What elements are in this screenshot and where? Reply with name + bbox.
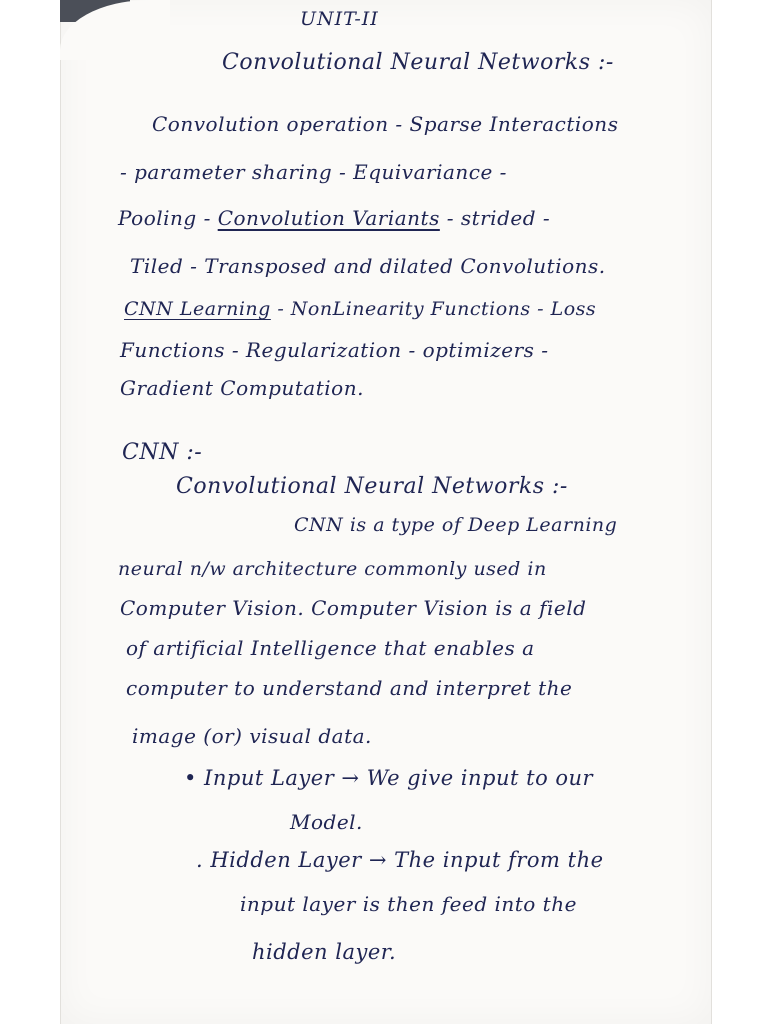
syllabus-nonlinearity: - NonLinearity Functions - Loss xyxy=(270,298,597,320)
syllabus-line-5 xyxy=(124,298,596,320)
definition-line-4: of artificial Intelligence that enables a xyxy=(126,636,535,660)
hidden-layer-line-3: hidden layer. xyxy=(252,940,397,964)
definition-line-3: Computer Vision. Computer Vision is a field xyxy=(120,596,587,620)
syllabus-line-2: - parameter sharing - Equivariance - xyxy=(120,160,507,184)
syllabus-line-6: Functions - Regularization - optimizers - xyxy=(120,338,549,362)
syllabus-line-1: Convolution operation - Sparse Interactions xyxy=(152,112,619,136)
definition-line-2: neural n/w architecture commonly used in xyxy=(118,558,547,580)
hidden-layer-line-2: input layer is then feed into the xyxy=(240,892,577,916)
hidden-layer-line-1: . Hidden Layer → The input from the xyxy=(196,848,604,872)
syllabus-line-7: Gradient Computation. xyxy=(120,376,364,400)
syllabus-line-4: Tiled - Transposed and dilated Convolutions. xyxy=(130,254,606,278)
page-heading: Convolutional Neural Networks :- xyxy=(222,50,614,75)
syllabus-convolution-variants: Convolution Variants xyxy=(217,206,440,230)
cnn-label: CNN :- xyxy=(122,440,203,465)
input-layer-line-2: Model. xyxy=(290,810,363,834)
syllabus-strided: - strided - xyxy=(439,206,551,230)
cnn-heading: Convolutional Neural Networks :- xyxy=(176,474,568,499)
unit-title: UNIT-II xyxy=(300,8,379,30)
definition-line-6: image (or) visual data. xyxy=(132,724,372,748)
syllabus-cnn-learning: CNN Learning xyxy=(124,298,271,320)
definition-line-1: CNN is a type of Deep Learning xyxy=(294,514,618,536)
definition-line-5: computer to understand and interpret the xyxy=(126,676,573,700)
syllabus-pooling: Pooling - xyxy=(118,206,218,230)
input-layer-line-1: • Input Layer → We give input to our xyxy=(184,766,594,790)
syllabus-line-3 xyxy=(118,206,550,230)
